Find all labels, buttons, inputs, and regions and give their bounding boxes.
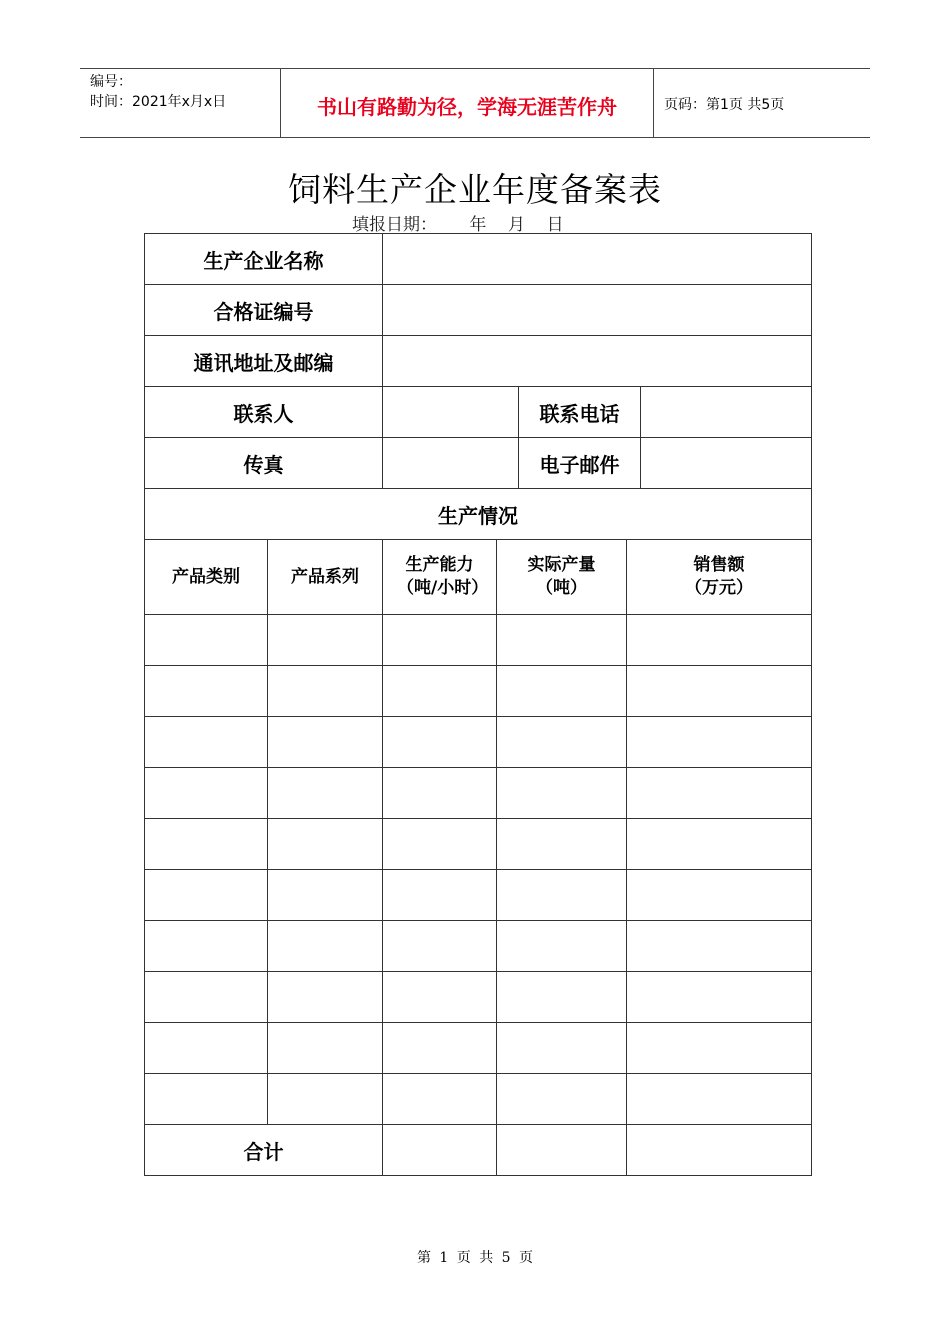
email-field[interactable]: [641, 438, 812, 489]
cell-capacity[interactable]: [383, 921, 497, 972]
production-section-header: 生产情况: [145, 489, 812, 540]
fill-date: 填报日期： 年 月 日: [352, 215, 564, 235]
phone-field[interactable]: [641, 387, 812, 438]
cell-capacity[interactable]: [383, 819, 497, 870]
email-label: 电子邮件: [519, 438, 641, 489]
cell-output[interactable]: [497, 615, 627, 666]
certificate-label: 合格证编号: [145, 285, 383, 336]
cell-category[interactable]: [145, 870, 268, 921]
col-header-series: 产品系列: [268, 540, 383, 615]
cell-category[interactable]: [145, 972, 268, 1023]
cell-sales[interactable]: [627, 972, 812, 1023]
cell-output[interactable]: [497, 972, 627, 1023]
cell-series[interactable]: [268, 666, 383, 717]
cell-capacity[interactable]: [383, 717, 497, 768]
cell-sales[interactable]: [627, 615, 812, 666]
cell-capacity[interactable]: [383, 1023, 497, 1074]
total-sales[interactable]: [627, 1125, 812, 1176]
company-name-field[interactable]: [383, 234, 812, 285]
cell-output[interactable]: [497, 1023, 627, 1074]
cell-category[interactable]: [145, 768, 268, 819]
cell-series[interactable]: [268, 717, 383, 768]
cell-sales[interactable]: [627, 1023, 812, 1074]
cell-category[interactable]: [145, 1023, 268, 1074]
cell-sales[interactable]: [627, 1074, 812, 1125]
cell-capacity[interactable]: [383, 870, 497, 921]
cell-category[interactable]: [145, 717, 268, 768]
cell-category[interactable]: [145, 615, 268, 666]
document-header: [80, 68, 870, 138]
cell-sales[interactable]: [627, 768, 812, 819]
table-row: [145, 870, 812, 921]
cell-output[interactable]: [497, 666, 627, 717]
cell-sales[interactable]: [627, 921, 812, 972]
table-row: [145, 717, 812, 768]
filing-form: [144, 233, 812, 1176]
table-row: [145, 768, 812, 819]
cell-output[interactable]: [497, 921, 627, 972]
header-left-cell: [80, 69, 281, 137]
address-field[interactable]: [383, 336, 812, 387]
certificate-field[interactable]: [383, 285, 812, 336]
cell-category[interactable]: [145, 921, 268, 972]
cell-output[interactable]: [497, 717, 627, 768]
data-rows: [145, 615, 812, 1125]
table-row: [145, 1023, 812, 1074]
time-label: 时间：2021年x月x日: [90, 94, 227, 110]
cell-category[interactable]: [145, 666, 268, 717]
table-row: [145, 972, 812, 1023]
contact-label: 联系人: [145, 387, 383, 438]
cell-output[interactable]: [497, 870, 627, 921]
col-header-category: 产品类别: [145, 540, 268, 615]
cell-category[interactable]: [145, 819, 268, 870]
cell-sales[interactable]: [627, 666, 812, 717]
number-label: 编号：: [90, 74, 132, 90]
address-label: 通讯地址及邮编: [145, 336, 383, 387]
total-label: 合计: [145, 1125, 383, 1176]
cell-capacity[interactable]: [383, 615, 497, 666]
page-title: 饲料生产企业年度备案表: [288, 170, 662, 209]
cell-sales[interactable]: [627, 717, 812, 768]
cell-output[interactable]: [497, 819, 627, 870]
cell-capacity[interactable]: [383, 1074, 497, 1125]
cell-series[interactable]: [268, 921, 383, 972]
cell-series[interactable]: [268, 870, 383, 921]
cell-sales[interactable]: [627, 870, 812, 921]
cell-sales[interactable]: [627, 819, 812, 870]
cell-capacity[interactable]: [383, 972, 497, 1023]
phone-label: 联系电话: [519, 387, 641, 438]
cell-series[interactable]: [268, 768, 383, 819]
page-footer: 第 1 页 共 5 页: [416, 1250, 534, 1266]
col-header-output: 实际产量（吨）: [497, 540, 627, 615]
cell-series[interactable]: [268, 819, 383, 870]
fax-field[interactable]: [383, 438, 519, 489]
header-page-info: 页码：第1页 共5页: [664, 97, 785, 113]
cell-series[interactable]: [268, 1074, 383, 1125]
table-row: [145, 615, 812, 666]
fax-label: 传真: [145, 438, 383, 489]
table-row: [145, 1074, 812, 1125]
col-header-sales: 销售额（万元）: [627, 540, 812, 615]
header-motto: 书山有路勤为径，学海无涯苦作舟: [281, 69, 654, 137]
total-output[interactable]: [497, 1125, 627, 1176]
cell-series[interactable]: [268, 615, 383, 666]
total-capacity[interactable]: [383, 1125, 497, 1176]
cell-output[interactable]: [497, 1074, 627, 1125]
contact-field[interactable]: [383, 387, 519, 438]
table-row: [145, 666, 812, 717]
cell-series[interactable]: [268, 972, 383, 1023]
cell-capacity[interactable]: [383, 768, 497, 819]
table-row: [145, 819, 812, 870]
cell-category[interactable]: [145, 1074, 268, 1125]
cell-series[interactable]: [268, 1023, 383, 1074]
company-name-label: 生产企业名称: [145, 234, 383, 285]
cell-capacity[interactable]: [383, 666, 497, 717]
table-row: [145, 921, 812, 972]
col-header-capacity: 生产能力（吨/小时）: [383, 540, 497, 615]
cell-output[interactable]: [497, 768, 627, 819]
